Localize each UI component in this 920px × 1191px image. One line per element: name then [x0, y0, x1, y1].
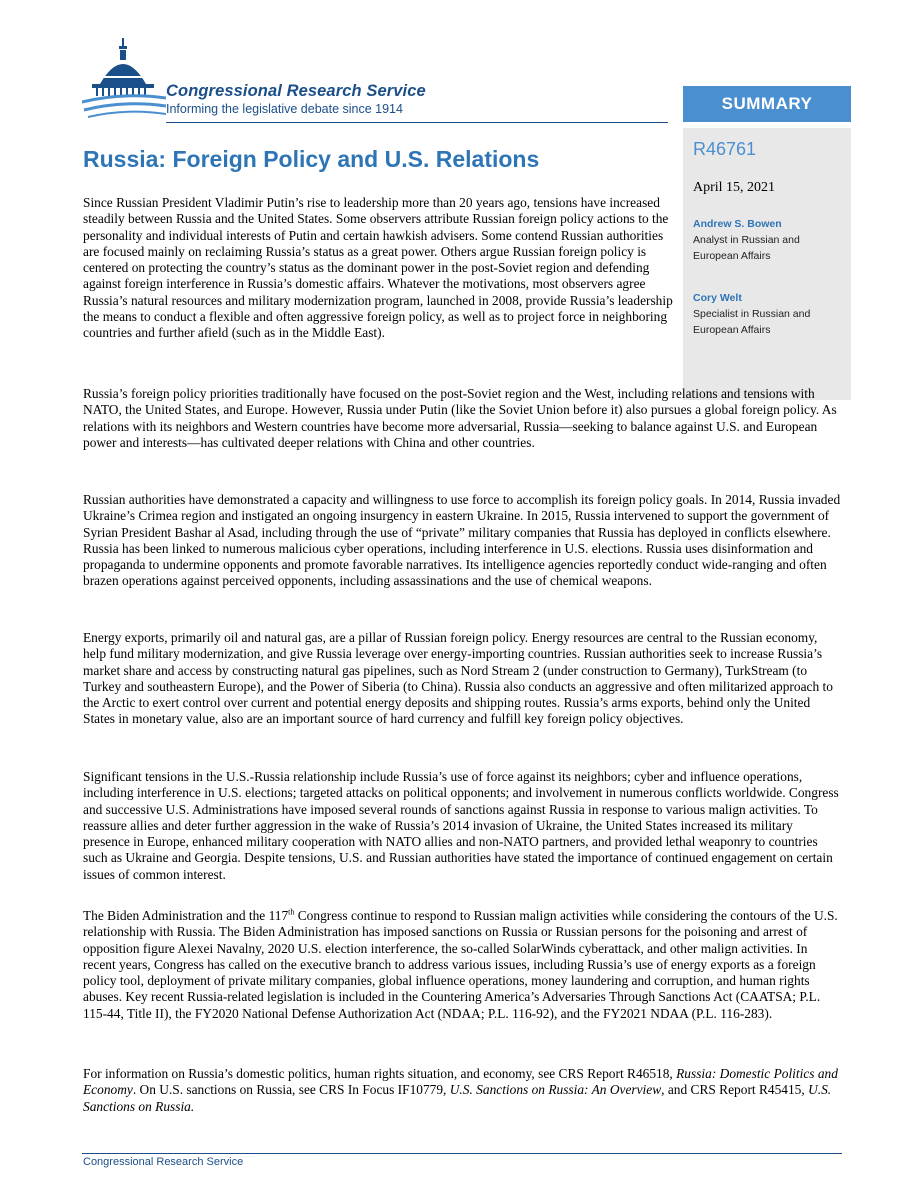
report-number: R46761 — [693, 139, 757, 159]
footer-text: Congressional Research Service — [83, 1156, 244, 1168]
summary-paragraph: Energy exports, primarily oil and natural gas, are a pillar of Russian foreign policy. Energy resources are central to the Russian economy, help fund military modernization, and give Russia leverage over energy-importing countries. Russian authorities seek to increase Russia’s market share and access by constructing natural gas pipelines, such as Nord Stream 2 (under construction to Germany), TurkStream (to Turkey and southeastern Europe), and the Power of Siberia (to China). Russia also conducts an aggressive and often militarized approach to the Arctic to exert control over current and potential energy deposits and shipping routes. Russia’s arms exports, behind only the United States in monetary value, also are an important source of hard currency and fulfill key foreign policy objectives. — [83, 630, 833, 727]
author-block — [693, 217, 848, 264]
crs-logo — [82, 38, 482, 118]
report-reference[interactable]: U.S. Sanctions on Russia. — [83, 1082, 832, 1114]
header-divider — [166, 122, 668, 123]
author-block — [693, 291, 848, 338]
paragraph-text: For information on Russia’s domestic politics, human rights situation, and economy, see CRS Report R46518, — [83, 1066, 677, 1081]
paragraph-text: . On U.S. sanctions on Russia, see CRS In Focus IF10779, — [132, 1082, 450, 1098]
report-date: April 15, 2021 — [693, 180, 776, 195]
org-name: Congressional Research Service — [166, 82, 426, 100]
author-title: Analyst in Russian and European Affairs — [693, 234, 800, 262]
org-tagline: Informing the legislative debate since 1914 — [166, 102, 403, 116]
paragraph-text: The Biden Administration and the 117 — [83, 908, 289, 923]
summary-paragraph: Significant tensions in the U.S.-Russia relationship include Russia’s use of force against its neighbors; cyber and influence operations, including interference in U.S. elections; targeted attacks on political opponents; and involvement in numerous conflicts worldwide. Congress and successive U.S. Administrations have imposed several rounds of sanctions against Russia in response to various malign activities. To reassure allies and deter further aggression in the wake of Russia’s 2014 invasion of Ukraine, the United States increased its military presence in Europe, enhanced military cooperation with NATO allies and non-NATO partners, and provided lethal weaponry to countries such as Ukraine and Georgia. Despite tensions, U.S. and Russian authorities have stated the importance of continued engagement on certain issues of common interest. — [83, 769, 839, 882]
summary-paragraph — [83, 1066, 843, 1115]
author-name[interactable]: Cory Welt — [693, 292, 742, 304]
ordinal-suffix: th — [288, 907, 295, 917]
report-reference[interactable]: U.S. Sanctions on Russia: An Overview — [449, 1082, 662, 1098]
summary-paragraph: Since Russian President Vladimir Putin’s rise to leadership more than 20 years ago, tensions have increased steadily between Russia and the United States. Some observers attribute Russian foreign policy actions to the personality and individual interests of Putin and certain hawkish advisers. Some contend Russian authorities are focused mainly on reclaiming Russia’s status as a great power. Others argue Russian foreign policy is centered on protecting the country’s status as the dominant power in the post-Soviet region and defending against foreign interference in Russia’s domestic affairs. Whatever the motivations, most observers agree Russia’s natural resources and military modernization program, launched in 2008, provide Russia’s leadership the means to conduct a flexible and often aggressive foreign policy, as well as to project force in neighboring countries and further afield (such as in the Middle East). — [83, 195, 673, 341]
summary-paragraph: Russia’s foreign policy priorities traditionally have focused on the post-Soviet region and the West, including relations and tensions with NATO, the United States, and Europe. However, Russia under Putin (like the Soviet Union before it) also pursues a global foreign policy. As relations with its neighbors and Western countries have become more adversarial, Russia—seeking to balance against U.S. and European power and interests—has cultivated deeper relations with China and other countries. — [83, 386, 837, 450]
summary-paragraph: Russian authorities have demonstrated a capacity and willingness to use force to accomplish its foreign policy goals. In 2014, Russia invaded Ukraine’s Crimea region and instigated an ongoing insurgency in eastern Ukraine. In 2015, Russia intervened to support the government of Syrian President Bashar al Asad, including through the use of “private” military companies that Russia has deployed in conflicts elsewhere. Russia has been linked to numerous malicious cyber operations, including interference in U.S. elections. Russia uses disinformation and propaganda to undermine opponents and promote favorable narratives. Its intelligence agencies reportedly conduct wide-ranging and often brazen operations against perceived opponents, including assassinations and the use of chemical weapons. — [83, 492, 841, 589]
page-title: Russia: Foreign Policy and U.S. Relations — [83, 146, 540, 172]
author-name[interactable]: Andrew S. Bowen — [693, 218, 782, 230]
report-reference[interactable]: Russia: Domestic Politics and Economy — [83, 1066, 838, 1098]
sidebar-divider — [683, 122, 851, 128]
author-title: Specialist in Russian and European Affairs — [693, 308, 811, 336]
paragraph-text: Congress continue to respond to Russian malign activities while considering the contours of the U.S. relationship with Russia. The Biden Administration has imposed sanctions on Russia or Russian persons for the poisoning and arrest of opposition figure Alexei Navalny, 2020 U.S. election interference, the so-called SolarWinds cyberattack, and other malign activities. In recent years, Congress has called on the executive branch to address various issues, including Russia’s use of energy exports as a foreign policy tool, deployment of private military companies, global influence operations, money laundering and corruption, and human rights abuses. Key recent Russia-related legislation is included in the Countering America’s Adversaries Through Sanctions Act (CAATSA; P.L. 115-44, Title II), the FY2020 National Defense Authorization Act (NDAA; P.L. 116-92), and the FY2021 NDAA (P.L. 116-283). — [83, 908, 838, 1021]
summary-sidebar — [683, 86, 851, 400]
capitol-dome-icon — [82, 38, 166, 118]
paragraph-text: , and CRS Report R45415, — [661, 1082, 809, 1098]
summary-paragraph — [83, 908, 843, 1022]
summary-label: SUMMARY — [683, 86, 851, 122]
footer-divider — [82, 1153, 842, 1154]
